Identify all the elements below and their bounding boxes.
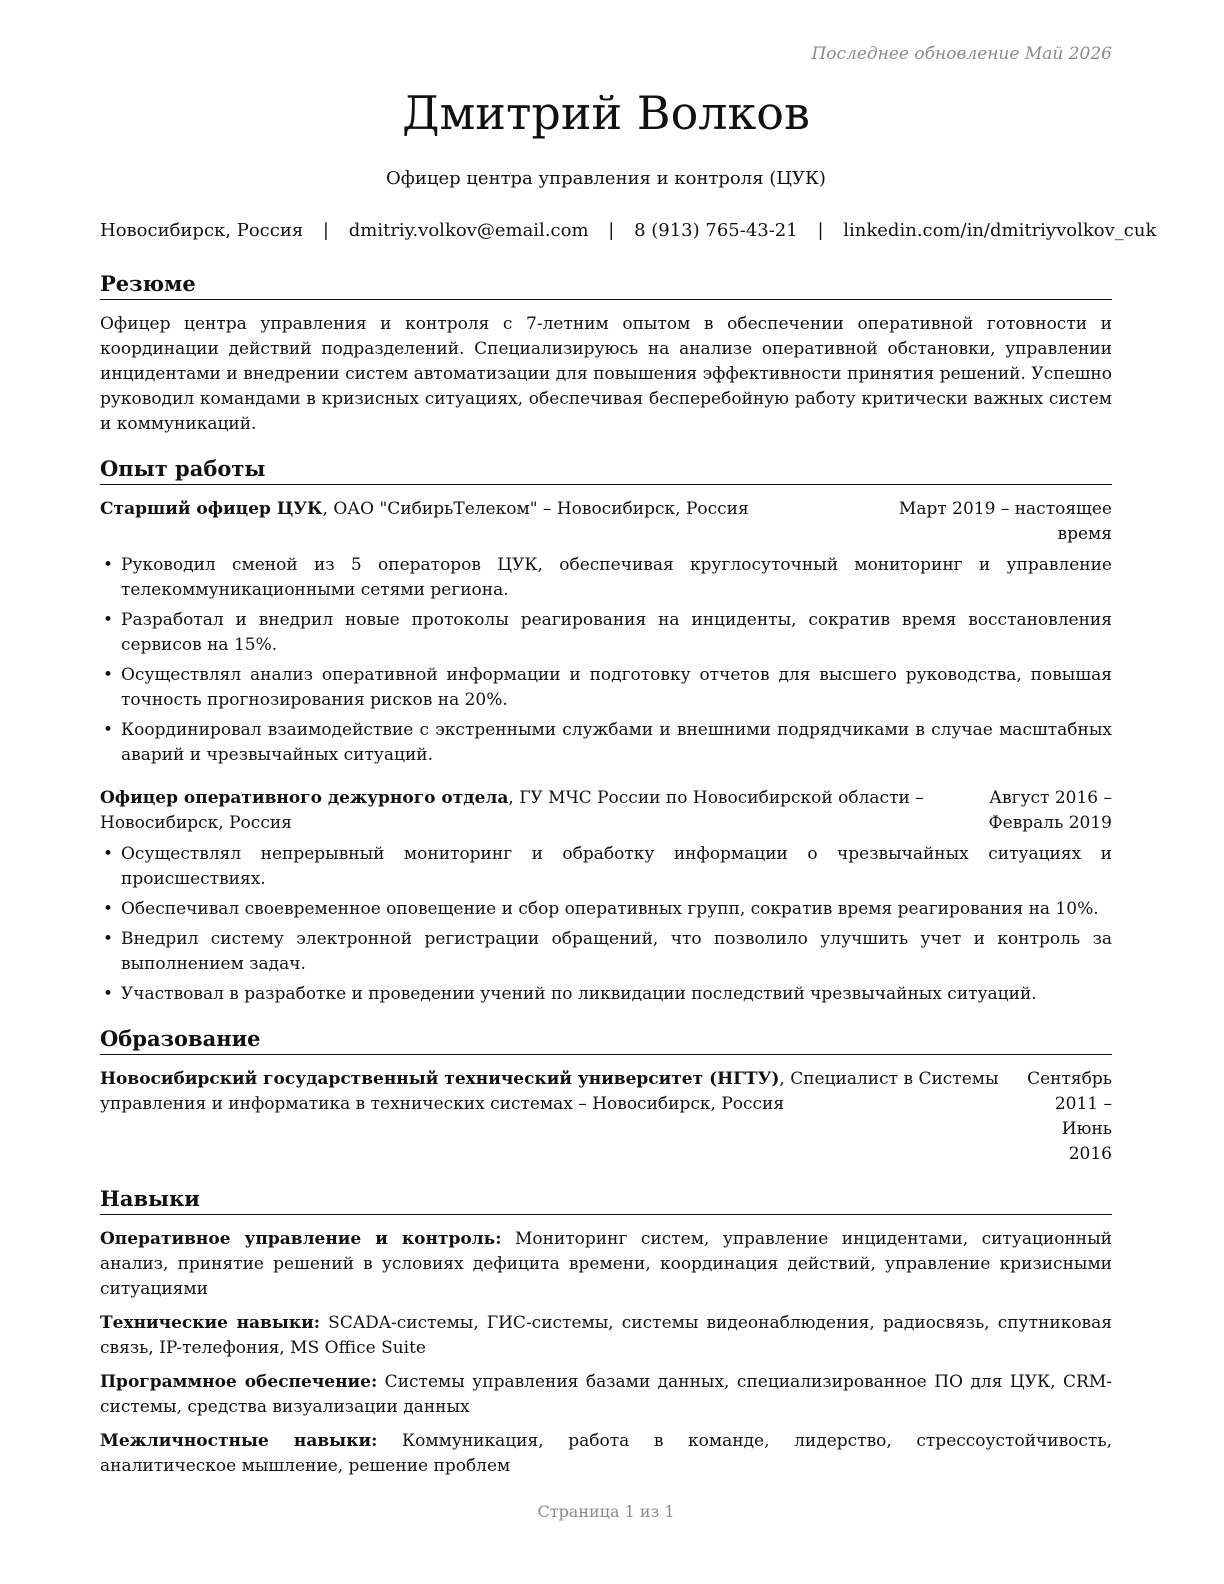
education-details: , Специалист в Системы управления и информатика в технических системах – Новосибирск, Россия <box>100 1069 999 1114</box>
job-org: , ОАО "СибирьТелеком" – Новосибирск, Россия <box>322 499 749 519</box>
skill-text: Мониторинг систем, управление инцидентами, ситуационный анализ, принятие решений в условиях дефицита времени, координация действий, управление кризисными ситуациями <box>100 1229 1112 1299</box>
job-bullets <box>100 842 1112 1007</box>
page-number: Страница 1 из 1 <box>537 1502 675 1521</box>
list-item: • Участвовал в разработке и проведении учений по ликвидации последствий чрезвычайных ситуаций. <box>100 982 1112 1007</box>
education-school: Новосибирский государственный технический университет (НГТУ) <box>100 1069 780 1089</box>
contact-linkedin[interactable]: linkedin.com/in/dmitriyvolkov_cuk <box>843 220 1157 241</box>
list-item: • Обеспечивал своевременное оповещение и сбор оперативных групп, сократив время реагирования на 10%. <box>100 897 1112 922</box>
job-title-line <box>100 497 872 547</box>
skill-item <box>100 1311 1112 1361</box>
contact-line <box>100 220 1157 241</box>
education-section <box>100 1025 1112 1167</box>
job-dates: Август 2016 – Февраль 2019 <box>988 788 1112 833</box>
skill-label: Программное обеспечение: <box>100 1372 378 1392</box>
contact-email[interactable]: dmitriy.volkov@email.com <box>348 220 589 241</box>
contact-phone[interactable]: 8 (913) 765-43-21 <box>634 220 798 241</box>
skill-text: Коммуникация, работа в команде, лидерство, стрессоустойчивость, аналитическое мышление, решение проблем <box>100 1431 1112 1476</box>
contact-location: Новосибирск, Россия <box>100 220 304 241</box>
contact-separator: | <box>817 220 824 241</box>
experience-section <box>100 455 1112 1007</box>
list-item: • Осуществлял анализ оперативной информации и подготовку отчетов для высшего руководства, повышая точность прогнозирования рисков на 20%. <box>100 663 1112 713</box>
job-role: Старший офицер ЦУК <box>100 499 323 519</box>
job-entry <box>100 786 1112 1007</box>
candidate-name: Дмитрий Волков <box>402 86 810 140</box>
skill-label: Технические навыки: <box>100 1313 321 1333</box>
skill-item <box>100 1429 1112 1479</box>
skill-text: SCADA-системы, ГИС-системы, системы видеонаблюдения, радиосвязь, спутниковая связь, IP-телефония, MS Office Suite <box>100 1313 1112 1358</box>
job-bullets <box>100 553 1112 768</box>
resume-page <box>100 0 1157 1584</box>
job-header <box>100 786 1112 836</box>
job-header <box>100 497 1112 547</box>
skill-label: Межличностные навыки: <box>100 1431 378 1451</box>
list-item: • Руководил сменой из 5 операторов ЦУК, обеспечивая круглосуточный мониторинг и управление телекоммуникационными сетями региона. <box>100 553 1112 603</box>
list-item: • Координировал взаимодействие с экстренными службами и внешними подрядчиками в случае масштабных аварий и чрезвычайных ситуаций. <box>100 718 1112 768</box>
skill-item <box>100 1227 1112 1302</box>
contact-separator: | <box>322 220 329 241</box>
skills-section <box>100 1185 1112 1479</box>
summary-section <box>100 270 1112 437</box>
skill-text: Системы управления базами данных, специализированное ПО для ЦУК, CRM-системы, средства визуализации данных <box>100 1372 1112 1417</box>
last-updated: Последнее обновление Май 2026 <box>811 44 1112 64</box>
list-item: • Осуществлял непрерывный мониторинг и обработку информации о чрезвычайных ситуациях и происшествиях. <box>100 842 1112 892</box>
skill-label: Оперативное управление и контроль: <box>100 1229 502 1249</box>
job-dates: Март 2019 – настоящее время <box>898 499 1112 544</box>
job-title-line <box>100 786 965 836</box>
job-role: Офицер оперативного дежурного отдела <box>100 788 509 808</box>
list-item: • Внедрил систему электронной регистрации обращений, что позволило улучшить учет и контроль за выполнением задач. <box>100 927 1112 977</box>
resume-content <box>100 270 1112 1488</box>
list-item: • Разработал и внедрил новые протоколы реагирования на инциденты, сократив время восстановления сервисов на 15%. <box>100 608 1112 658</box>
education-dates: Сентябрь 2011 – Июнь 2016 <box>1027 1069 1112 1164</box>
job-entry <box>100 497 1112 768</box>
job-org: , ГУ МЧС России по Новосибирской области – Новосибирск, Россия <box>100 788 924 833</box>
section-title-summary: Резюме <box>100 270 1112 300</box>
skill-item <box>100 1370 1112 1420</box>
summary-text: Офицер центра управления и контроля с 7-летним опытом в обеспечении оперативной готовности и координации действий подразделений. Специализируюсь на анализе оперативной обстановки, управлении инцидентами и внедрении систем автоматизации для повышения эффективности принятия решений. Успешно руководил командами в кризисных ситуациях, обеспечивая бесперебойную работу критически важных систем и коммуникаций. <box>100 314 1112 434</box>
section-title-education: Образование <box>100 1025 1112 1055</box>
education-line <box>100 1067 1026 1167</box>
education-entry <box>100 1067 1112 1167</box>
candidate-title: Офицер центра управления и контроля (ЦУК) <box>386 168 826 189</box>
section-title-experience: Опыт работы <box>100 455 1112 485</box>
section-title-skills: Навыки <box>100 1185 1112 1215</box>
contact-separator: | <box>608 220 615 241</box>
